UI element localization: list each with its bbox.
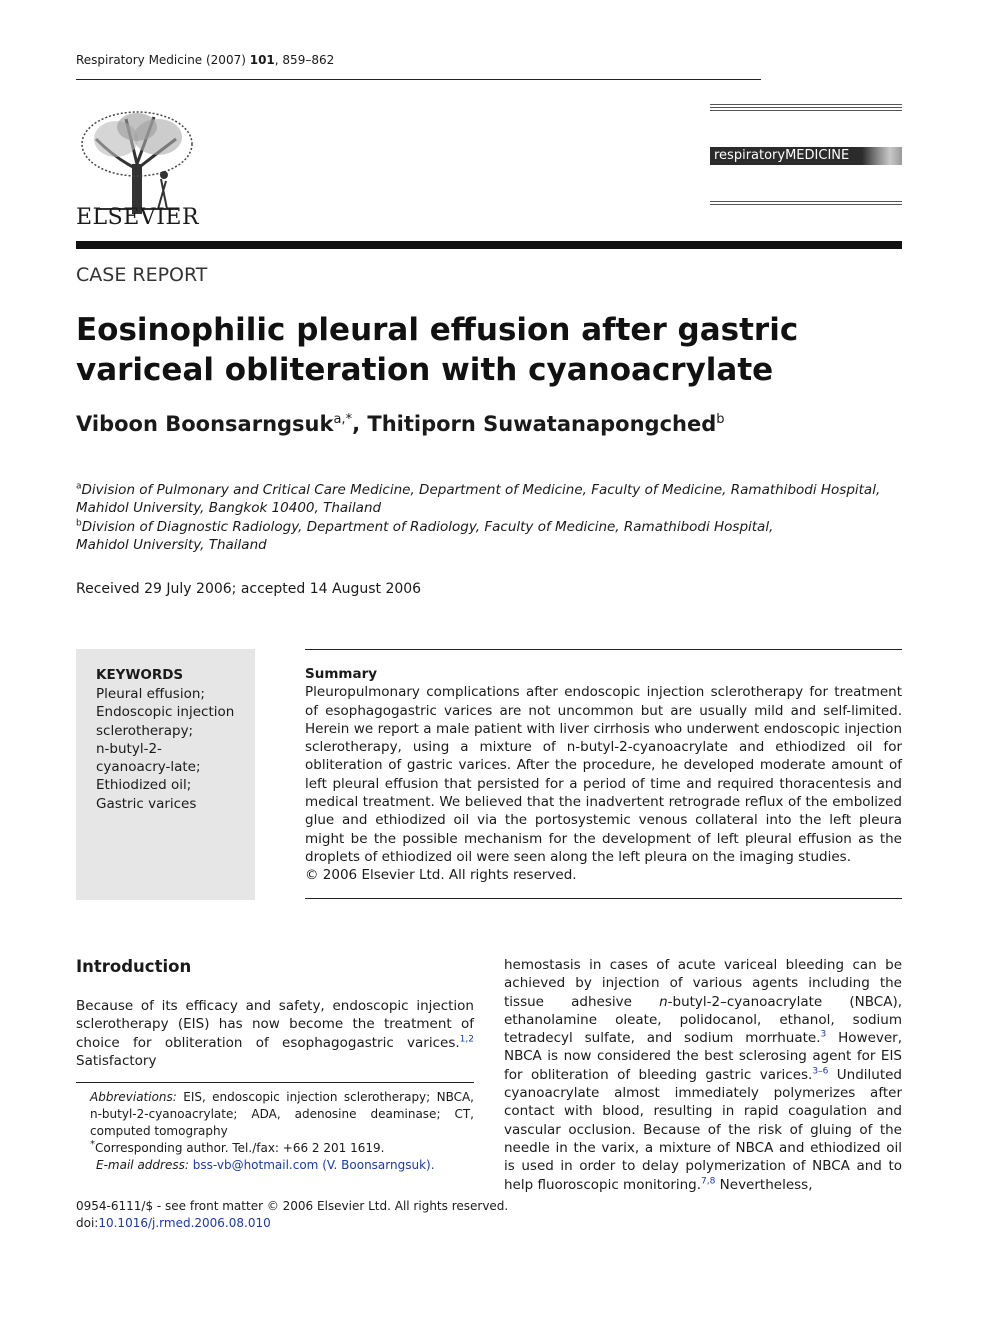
keyword-item: Gastric varices — [96, 795, 197, 812]
email-link[interactable]: bss-vb@hotmail.com (V. Boonsarngsuk). — [192, 1158, 435, 1172]
citation-link[interactable]: 3–6 — [812, 1066, 829, 1077]
author-sep: , — [352, 412, 368, 436]
body-text: hemostasis in cases of acute variceal bleeding can be achieved by injection of various agents including the tissue adhesive — [504, 957, 902, 1010]
author-1-sup: a,* — [333, 412, 353, 427]
citation-link[interactable]: 1,2 — [459, 1034, 474, 1045]
doi-label: doi: — [76, 1216, 99, 1230]
affil-a-sup: a — [76, 481, 82, 492]
header-thick-rule — [76, 241, 902, 249]
keyword-item: n-butyl-2-cyanoacry-late; — [96, 740, 201, 776]
affil-a-text: Division of Pulmonary and Critical Care Medicine, Department of Medicine, Faculty of Medicine, Ramathibodi Hospital, Mahidol University, Bangkok 10400, Thailand — [76, 482, 881, 516]
summary-rule-top — [305, 649, 902, 650]
journal-volume: 101 — [249, 53, 275, 67]
email-note — [76, 1157, 474, 1174]
summary-copyright: © 2006 Elsevier Ltd. All rights reserved. — [305, 867, 577, 884]
right-column-text — [504, 956, 902, 1194]
doi-line — [76, 1215, 508, 1232]
author-2-sup: b — [716, 412, 725, 427]
intro-text-end: Satisfactory — [76, 1052, 157, 1069]
abbr-label: Abbreviations: — [90, 1090, 177, 1104]
author-2[interactable]: Thitiporn Suwatanapongched — [367, 412, 717, 436]
keyword-item: Pleural effusion; — [96, 686, 205, 702]
issn-line: 0954-6111/$ - see front matter © 2006 Elsevier Ltd. All rights reserved. — [76, 1199, 509, 1213]
email-label: E-mail address: — [96, 1158, 189, 1172]
corr-text: Corresponding author. Tel./fax: +66 2 201 1619. — [95, 1141, 385, 1155]
article-title: Eosinophilic pleural effusion after gastric variceal obliteration with cyanoacrylate — [76, 312, 799, 388]
citation-link[interactable]: 3 — [820, 1029, 827, 1040]
corresponding-note — [76, 1140, 474, 1157]
keyword-item: Ethiodized oil; — [96, 777, 192, 794]
journal-rules-top — [710, 104, 902, 113]
publisher-name: ELSEVIER — [76, 205, 200, 230]
keyword-item: Endoscopic injection sclerotherapy; — [96, 704, 235, 739]
corr-sup: * — [90, 1139, 95, 1150]
journal-rules-bottom — [710, 201, 902, 207]
summary-block — [305, 665, 902, 885]
journal-pages: , 859–862 — [274, 53, 335, 67]
summary-text: Pleuropulmonary complications after endoscopic injection sclerotherapy for treatment of esophagogastric varices are not uncommon but are usually mild and self-limited. Herein we report a male patient with liver cirrhosis who underwent endoscopic injection sclerotherapy, using a mixture of n-butyl-2-cyanoacrylate and ethiodized oil for obliteration of gastric varices. After the procedure, he developed moderate amount of left pleural effusion that persisted for a period of time and required thoracentesis and medical treatment. We believed that the inadvertent retrograde reflux of the embolized glue and ethiodized oil via the portosystemic venous collateral into the left pleura might be the possible mechanism for the development of left pleural effusion as the droplets of ethiodized oil were seen along the left pleura on the imaging studies. — [305, 684, 902, 865]
body-italic: n — [659, 993, 668, 1010]
front-matter — [76, 1198, 508, 1232]
body-text: However, NBCA is now considered the best sclerosing agent for EIS for obliteration of bleeding gastric varices. — [504, 1030, 903, 1083]
abbreviations-note — [76, 1089, 474, 1140]
summary-rule-bottom — [305, 898, 902, 899]
keywords-heading: KEYWORDS — [96, 667, 184, 683]
header-rule — [76, 79, 761, 80]
section-heading-introduction: Introduction — [76, 957, 192, 976]
journal-name: Respiratory Medicine (2007) — [76, 53, 246, 67]
journal-banner-text: respiratoryMEDICINE — [714, 148, 850, 163]
intro-paragraph — [76, 997, 474, 1070]
banner-texture — [862, 147, 902, 165]
keywords-box — [76, 649, 255, 900]
citation-link[interactable]: 7,8 — [701, 1176, 716, 1187]
footnotes — [76, 1089, 474, 1174]
affil-b-sup: b — [76, 518, 82, 529]
affiliation-a — [76, 481, 902, 517]
body-text: Undiluted cyanoacrylate almost immediately polymerizes after contact with blood, resulting in rapid coagulation and vascular occlusion. Because of the risk of gluing of the needle in the varix, a mixture of NBCA and ethiodized oil is used in order to delay polymerization of NBCA and to help fluoroscopic monitoring. — [504, 1066, 903, 1193]
abbr-text: EIS, endoscopic injection sclerotherapy; NBCA, n-butyl-2-cyanoacrylate; ADA, adenosine deaminase; CT, computed tomography — [90, 1090, 474, 1138]
intro-text: Because of its efficacy and safety, endoscopic injection sclerotherapy (EIS) has now become the treatment of choice for obliteration of esophagogastric varices. — [76, 998, 474, 1051]
journal-banner — [710, 147, 902, 165]
body-text: -butyl-2–cyanoacrylate (NBCA), ethanolamine oleate, polidocanol, ethanol, sodium tetradecyl sulfate, and sodium morrhuate. — [504, 993, 903, 1047]
affil-b-text: Division of Diagnostic Radiology, Department of Radiology, Faculty of Medicine, Ramathibodi Hospital, Mahidol University, Thailand — [76, 519, 774, 553]
article-type: CASE REPORT — [76, 264, 208, 286]
journal-reference — [76, 53, 334, 67]
affiliation-b — [76, 518, 796, 554]
author-1[interactable]: Viboon Boonsarngsuk — [76, 412, 334, 436]
summary-heading: Summary — [305, 666, 378, 682]
footnote-rule — [76, 1082, 474, 1083]
received-dates: Received 29 July 2006; accepted 14 August 2006 — [76, 581, 422, 597]
author-list — [76, 412, 725, 436]
doi-link[interactable]: 10.1016/j.rmed.2006.08.010 — [98, 1216, 271, 1230]
body-text: Nevertheless, — [715, 1176, 813, 1193]
